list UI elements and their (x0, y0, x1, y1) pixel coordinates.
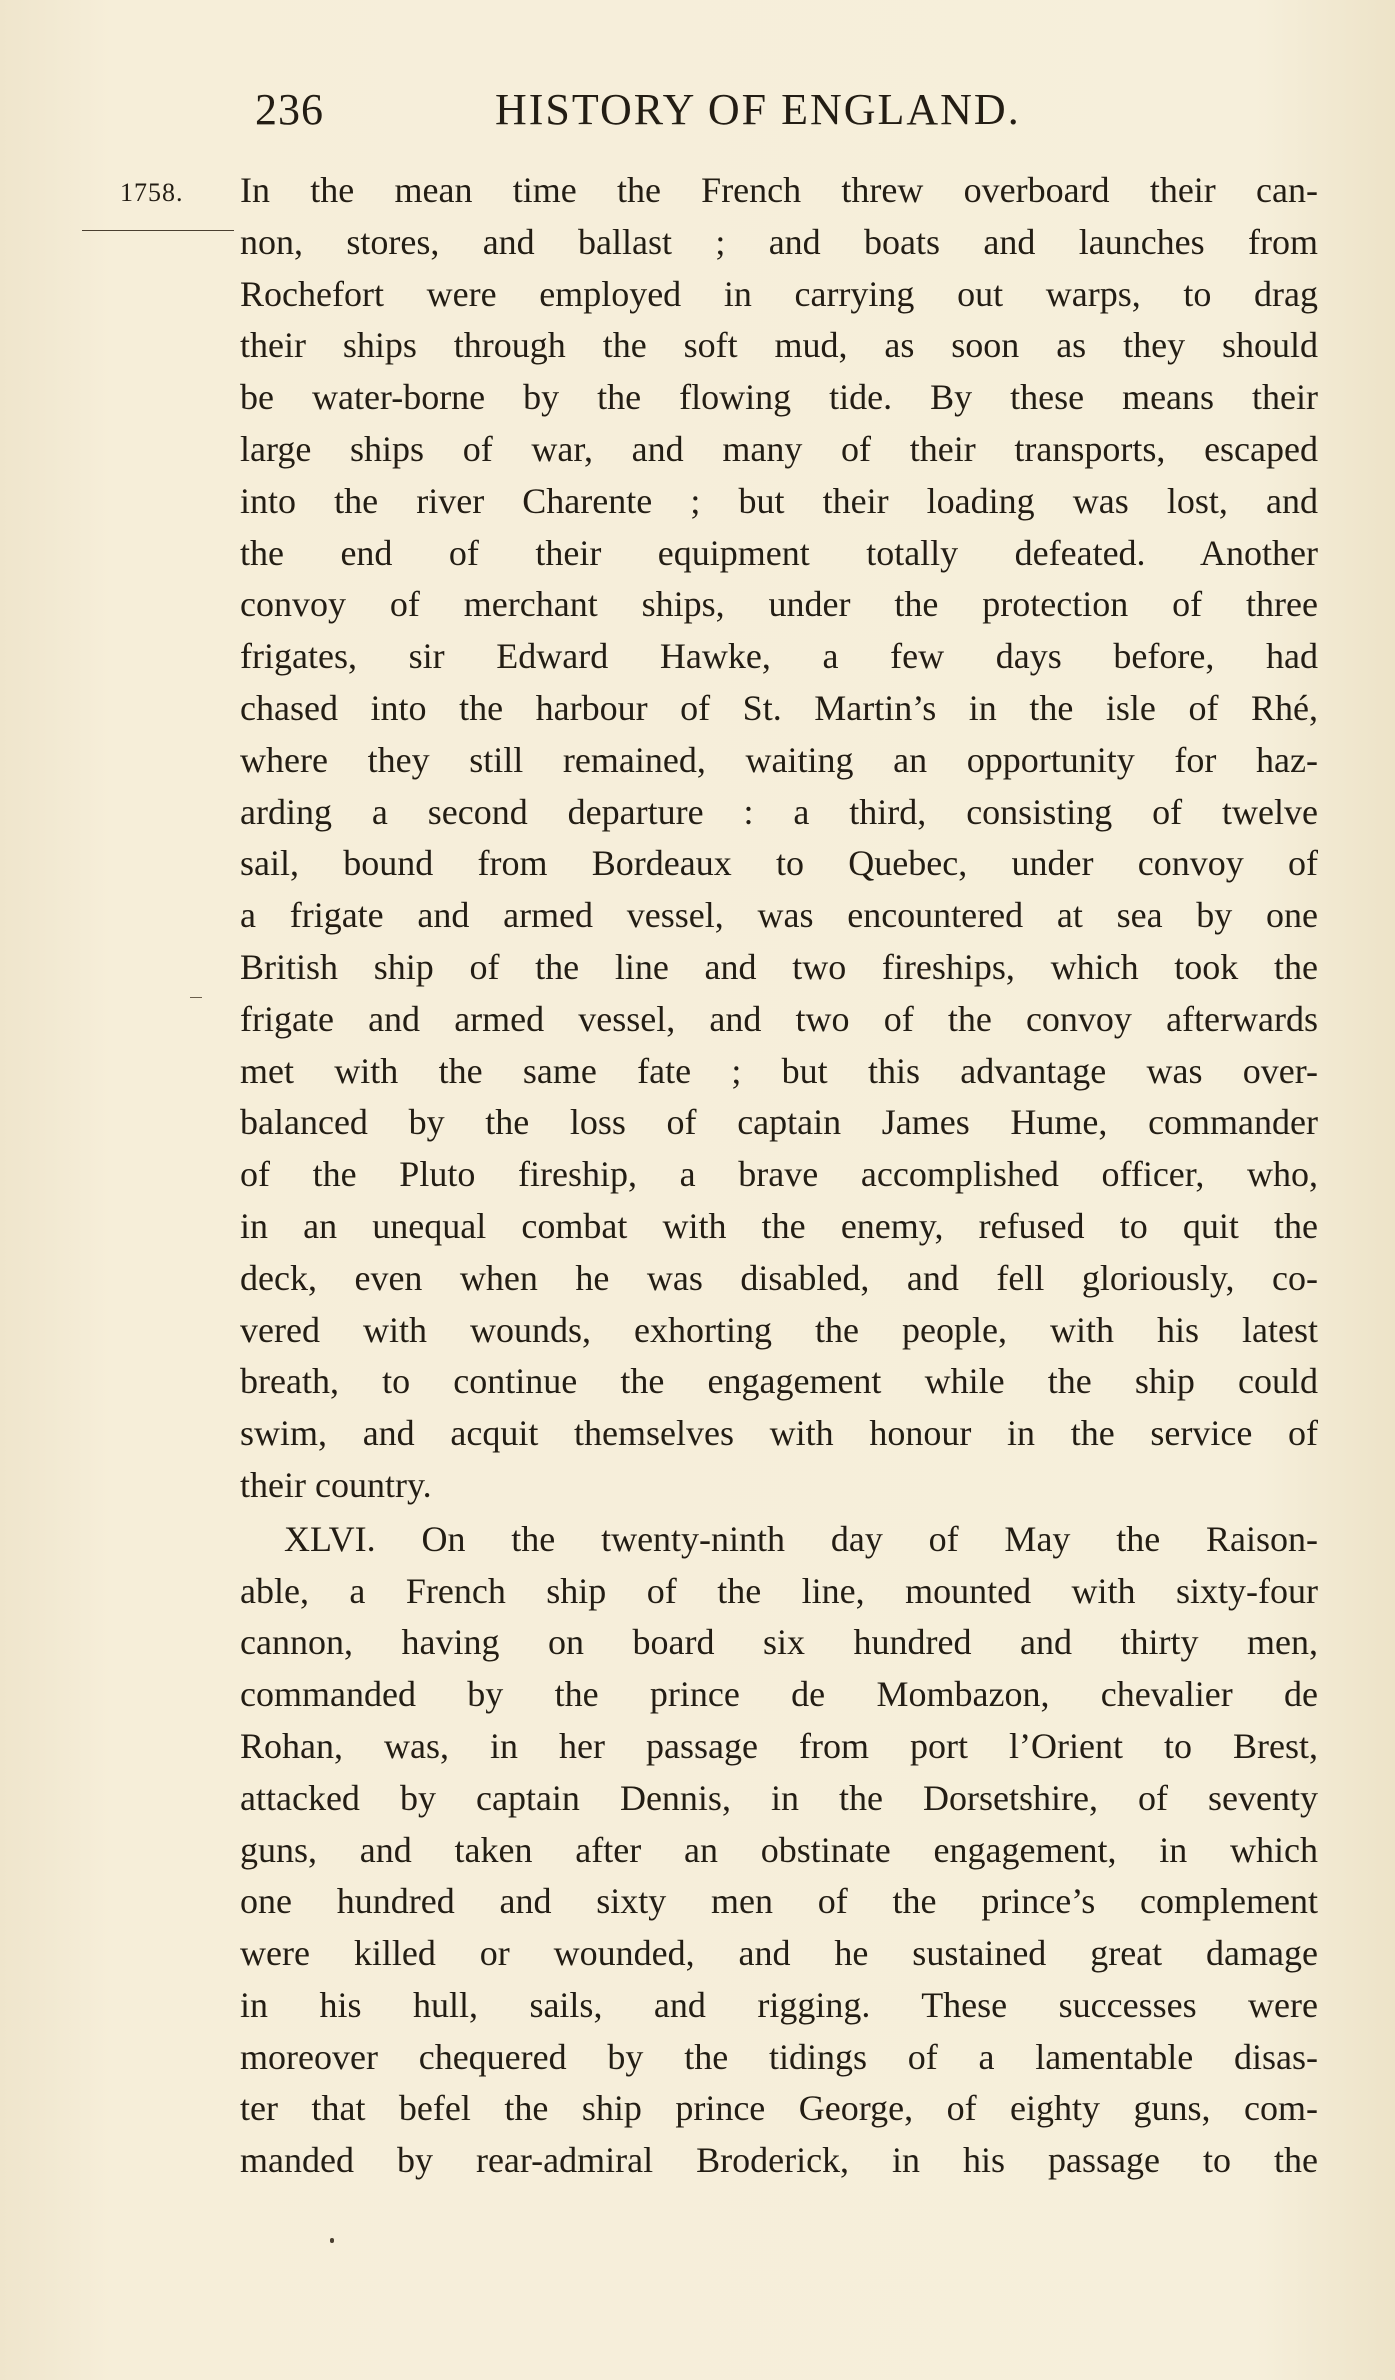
text-line: moreover chequered by the tidings of a lamentable disas- (240, 2036, 1318, 2077)
text-line: met with the same fate ; but this advantage was over- (240, 1050, 1318, 1091)
text-line: British ship of the line and two fireships, which took the (240, 946, 1318, 987)
text-line: the end of their equipment totally defeated. Another (240, 532, 1318, 573)
margin-year: 1758. (120, 178, 184, 207)
running-title: HISTORY OF ENGLAND. (495, 85, 1021, 134)
text-line: deck, even when he was disabled, and fell gloriously, co- (240, 1257, 1318, 1298)
text-line: large ships of war, and many of their transports, escaped (240, 428, 1318, 469)
text-line: attacked by captain Dennis, in the Dorsetshire, of seventy (240, 1777, 1318, 1818)
text-line: swim, and acquit themselves with honour in the service of (240, 1413, 1318, 1454)
text-line: able, a French ship of the line, mounted with sixty-four (240, 1570, 1318, 1611)
text-line: convoy of merchant ships, under the protection of three (240, 584, 1318, 625)
text-line: their ships through the soft mud, as soon as they should (240, 325, 1318, 366)
text-line: cannon, having on board six hundred and thirty men, (240, 1622, 1318, 1663)
text-line: Rochefort were employed in carrying out warps, to drag (240, 273, 1318, 314)
text-line: breath, to continue the engagement while the ship could (240, 1361, 1318, 1402)
margin-rule (82, 230, 234, 231)
text-line: ter that befel the ship prince George, of eighty guns, com- (240, 2088, 1318, 2129)
paragraph-1 (240, 165, 1318, 1512)
margin-dash (190, 997, 202, 998)
text-line: frigates, sir Edward Hawke, a few days before, had (240, 636, 1318, 677)
text-line: in an unequal combat with the enemy, refused to quit the (240, 1205, 1318, 1246)
text-line: non, stores, and ballast ; and boats and launches from (240, 221, 1318, 262)
text-line: Rohan, was, in her passage from port l’Orient to Brest, (240, 1725, 1318, 1766)
text-line: a frigate and armed vessel, was encountered at sea by one (240, 895, 1318, 936)
ink-speck (330, 2238, 334, 2243)
running-head (255, 84, 1105, 144)
text-line: manded by rear-admiral Broderick, in his passage to the (240, 2140, 1318, 2181)
text-line: frigate and armed vessel, and two of the convoy afterwards (240, 998, 1318, 1039)
paragraph-2 (240, 1514, 1318, 2187)
text-line: into the river Charente ; but their loading was lost, and (240, 480, 1318, 521)
text-line: were killed or wounded, and he sustained great damage (240, 1933, 1318, 1974)
text-line: In the mean time the French threw overboard their can- (240, 170, 1318, 210)
text-line: balanced by the loss of captain James Hume, commander (240, 1102, 1318, 1143)
text-line: where they still remained, waiting an opportunity for haz- (240, 739, 1318, 780)
text-line: their country. (240, 1464, 432, 1505)
text-line: commanded by the prince de Mombazon, chevalier de (240, 1674, 1318, 1715)
body-text (240, 165, 1318, 2187)
text-line: XLVI. On the twenty-ninth day of May the Raison- (284, 1518, 1318, 1559)
text-line: sail, bound from Bordeaux to Quebec, under convoy of (240, 843, 1318, 884)
text-line: guns, and taken after an obstinate engagement, in which (240, 1829, 1318, 1870)
text-line: be water-borne by the flowing tide. By these means their (240, 377, 1318, 418)
page-number: 236 (255, 85, 324, 134)
text-line: chased into the harbour of St. Martin’s in the isle of Rhé, (240, 687, 1318, 728)
text-line: vered with wounds, exhorting the people, with his latest (240, 1309, 1318, 1350)
text-line: arding a second departure : a third, consisting of twelve (240, 791, 1318, 832)
text-line: in his hull, sails, and rigging. These successes were (240, 1984, 1318, 2025)
text-line: of the Pluto fireship, a brave accomplished officer, who, (240, 1154, 1318, 1195)
text-line: one hundred and sixty men of the prince’s complement (240, 1881, 1318, 1922)
